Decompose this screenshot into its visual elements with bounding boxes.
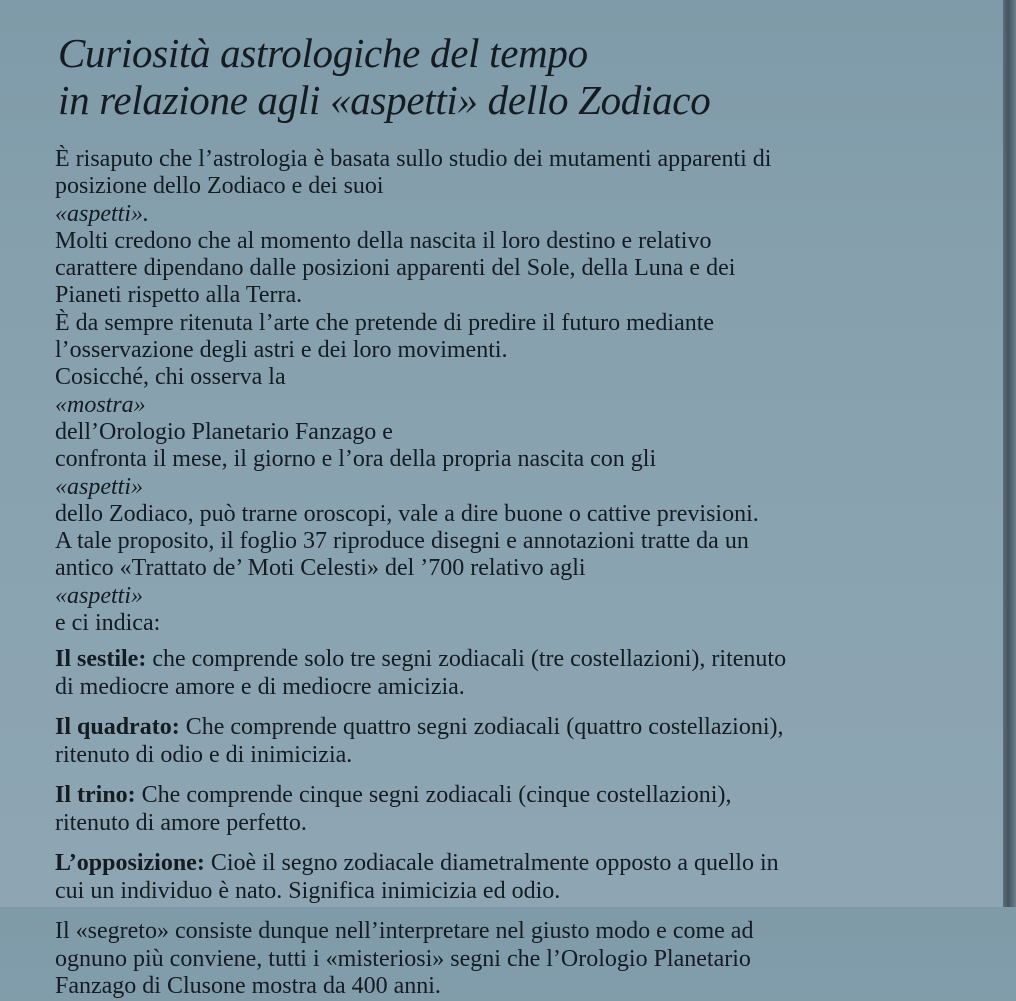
text-line: di mediocre amore e di mediocre amicizia. [55,673,465,700]
intro-paragraph [55,146,955,637]
text-line: L’opposizione: Cioè il segno zodiacale diametralmente opposto a quello in [55,850,779,877]
closing-paragraph [55,918,955,1001]
text-line: antico «Trattato de’ Moti Celesti» del ’700 relativo agli «aspetti» e ci indica: [55,555,586,637]
text-line: Pianeti rispetto alla Terra. [55,282,303,309]
aspect-term: L’opposizione: [55,850,205,877]
body-text [55,146,955,1001]
text-line: ognuno più conviene, tutti i «misteriosi» segni che l’Orologio Planetario [55,945,751,972]
italic-term: «aspetti». [55,200,149,227]
text-line: l’osservazione degli astri e dei loro movimenti. [55,337,508,364]
text-line: Il sestile: che comprende solo tre segni zodiacali (tre costellazioni), ritenuto [55,646,787,673]
text-line: carattere dipendano dalle posizioni apparenti del Sole, della Luna e dei [55,255,736,282]
text-line: ritenuto di odio e di inimicizia. [55,741,353,768]
aspect-trino [55,782,955,837]
text-line: È risaputo che l’astrologia è basata sullo studio dei mutamenti apparenti di [55,146,772,172]
text-line: Cosicché, chi osserva la «mostra» dell’Orologio Planetario Fanzago e [55,364,393,445]
italic-term: «aspetti» [55,473,143,500]
italic-term: «mostra» [55,391,146,418]
text-line: Molti credono che al momento della nascita il loro destino e relativo [55,227,712,254]
panel-edge [1003,0,1016,907]
text-line: È da sempre ritenuta l’arte che pretende di predire il futuro mediante [55,309,715,336]
text-line: dello Zodiaco, può trarne oroscopi, vale a dire buone o cattive previsioni. [55,500,759,527]
title-line-2: in relazione agli «aspetti» dello Zodiaco [58,77,711,123]
title-line-1: Curiosità astrologiche del tempo [58,30,588,76]
text-line: cui un individuo è nato. Significa inimicizia ed odio. [55,877,561,904]
aspect-quadrato [55,714,955,769]
text-line: Fanzago di Clusone mostra da 400 anni. [55,973,441,1000]
text-line: A tale proposito, il foglio 37 riproduce disegni e annotazioni tratte da un [55,528,749,555]
page-title [58,30,710,124]
aspect-term: Il quadrato: [55,714,180,741]
text-line: ritenuto di amore perfetto. [55,809,307,836]
text-line: Il «segreto» consiste dunque nell’interpretare nel giusto modo e come ad [55,918,754,945]
aspect-opposizione [55,850,955,905]
aspect-sestile [55,646,955,701]
text-line: confronta il mese, il giorno e l’ora della propria nascita con gli «aspetti» [55,446,657,500]
aspect-term: Il sestile: [55,646,147,673]
italic-term: «aspetti» [55,582,143,609]
aspect-term: Il trino: [55,782,136,809]
text-line: Il trino: Che comprende cinque segni zodiacali (cinque costellazioni), [55,782,732,809]
text-line: posizione dello Zodiaco e dei suoi «aspetti». [55,173,384,227]
text-line: Il quadrato: Che comprende quattro segni zodiacali (quattro costellazioni), [55,714,784,741]
